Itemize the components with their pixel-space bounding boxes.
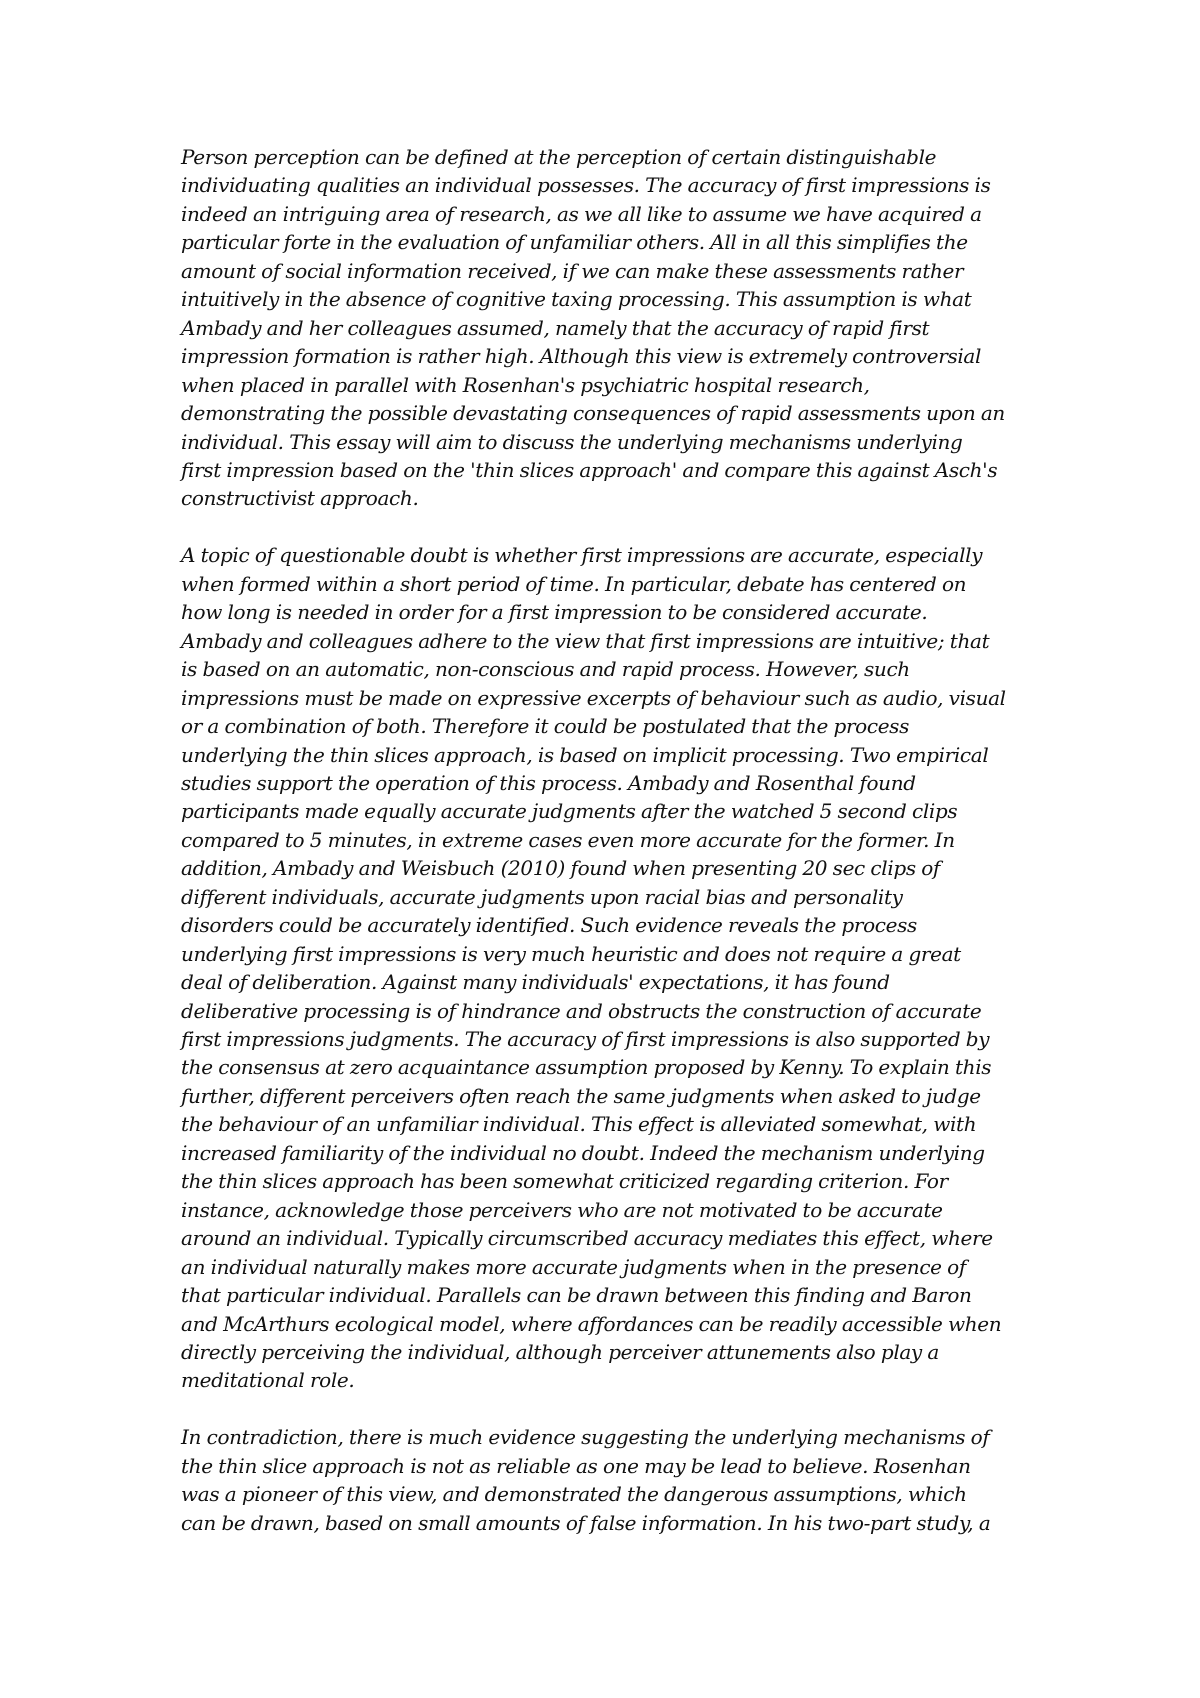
text-line: A topic of questionable doubt is whether first impressions are accurate, especially <box>181 543 983 568</box>
text-line: deal of deliberation. Against many individuals' expectations, it has found <box>181 970 890 995</box>
text-line: intuitively in the absence of cognitive taxing processing. This assumption is what <box>181 287 972 312</box>
text-line: Ambady and her colleagues assumed, namely that the accuracy of rapid first <box>181 315 930 340</box>
text-line: amount of social information received, if we can make these assessments rather <box>181 258 964 283</box>
text-line: first impressions judgments. The accuracy of first impressions is also supported by <box>181 1027 990 1052</box>
text-line: that particular individual. Parallels can be drawn between this finding and Baron <box>181 1283 972 1308</box>
text-line: how long is needed in order for a first impression to be considered accurate. <box>181 600 928 625</box>
text-line: or a combination of both. Therefore it could be postulated that the process <box>181 714 910 739</box>
text-line: underlying the thin slices approach, is based on implicit processing. Two empirical <box>181 742 989 767</box>
text-line: when placed in parallel with Rosenhan's psychiatric hospital research, <box>181 372 870 397</box>
text-line: participants made equally accurate judgments after the watched 5 second clips <box>181 799 958 824</box>
text-line: can be drawn, based on small amounts of false information. In his two-part study, a <box>181 1510 991 1535</box>
text-line: is based on an automatic, non-conscious and rapid process. However, such <box>181 657 910 682</box>
text-line: the behaviour of an unfamiliar individual. This effect is alleviated somewhat, with <box>181 1112 977 1137</box>
text-line: Person perception can be defined at the perception of certain distinguishable <box>181 145 937 169</box>
document-body <box>181 143 1061 1566</box>
text-line: impressions must be made on expressive excerpts of behaviour such as audio, visual <box>181 685 1006 710</box>
text-line: increased familiarity of the individual no doubt. Indeed the mechanism underlying <box>181 1140 985 1165</box>
text-line: was a pioneer of this view, and demonstrated the dangerous assumptions, which <box>181 1482 967 1507</box>
text-line: particular forte in the evaluation of unfamiliar others. All in all this simplifies the <box>181 230 968 255</box>
text-line: the consensus at zero acquaintance assumption proposed by Kenny. To explain this <box>181 1055 992 1080</box>
text-line: around an individual. Typically circumscribed accuracy mediates this effect, where <box>181 1226 993 1251</box>
text-line: individual. This essay will aim to discuss the underlying mechanisms underlying <box>181 429 963 454</box>
text-line: studies support the operation of this process. Ambady and Rosenthal found <box>181 770 916 795</box>
text-line: when formed within a short period of time. In particular, debate has centered on <box>181 571 967 596</box>
text-line: first impression based on the 'thin slices approach' and compare this against Asch's <box>181 457 998 482</box>
text-line: individuating qualities an individual possesses. The accuracy of first impressions is <box>181 173 991 198</box>
text-line: different individuals, accurate judgments upon racial bias and personality <box>181 884 903 909</box>
text-line: the thin slices approach has been somewhat criticized regarding criterion. For <box>181 1169 948 1194</box>
text-line: and McArthurs ecological model, where affordances can be readily accessible when <box>181 1311 1002 1336</box>
text-line: directly perceiving the individual, although perceiver attunements also play a <box>181 1340 939 1365</box>
text-line: constructivist approach. <box>181 486 419 511</box>
text-line: underlying first impressions is very much heuristic and does not require a great <box>181 941 961 966</box>
text-line: In contradiction, there is much evidence suggesting the underlying mechanisms of <box>181 1425 990 1450</box>
paragraph-3 <box>181 1423 1061 1537</box>
text-line: addition, Ambady and Weisbuch (2010) found when presenting 20 sec clips of <box>181 856 940 881</box>
text-line: Ambady and colleagues adhere to the view that first impressions are intuitive; that <box>181 628 990 653</box>
text-line: meditational role. <box>181 1368 355 1393</box>
text-line: further, different perceivers often reach the same judgments when asked to judge <box>181 1083 981 1108</box>
text-line: deliberative processing is of hindrance and obstructs the construction of accurate <box>181 998 982 1023</box>
text-line: the thin slice approach is not as reliable as one may be lead to believe. Rosenhan <box>181 1453 971 1478</box>
text-line: instance, acknowledge those perceivers who are not motivated to be accurate <box>181 1197 943 1222</box>
paragraph-2 <box>181 541 1061 1395</box>
text-line: indeed an intriguing area of research, as we all like to assume we have acquired a <box>181 201 982 226</box>
text-line: an individual naturally makes more accurate judgments when in the presence of <box>181 1254 966 1279</box>
text-line: compared to 5 minutes, in extreme cases even more accurate for the former. In <box>181 827 955 852</box>
text-line: demonstrating the possible devastating consequences of rapid assessments upon an <box>181 401 1005 426</box>
text-line: impression formation is rather high. Although this view is extremely controversial <box>181 344 982 369</box>
text-line: disorders could be accurately identified. Such evidence reveals the process <box>181 913 917 938</box>
paragraph-1 <box>181 143 1061 513</box>
